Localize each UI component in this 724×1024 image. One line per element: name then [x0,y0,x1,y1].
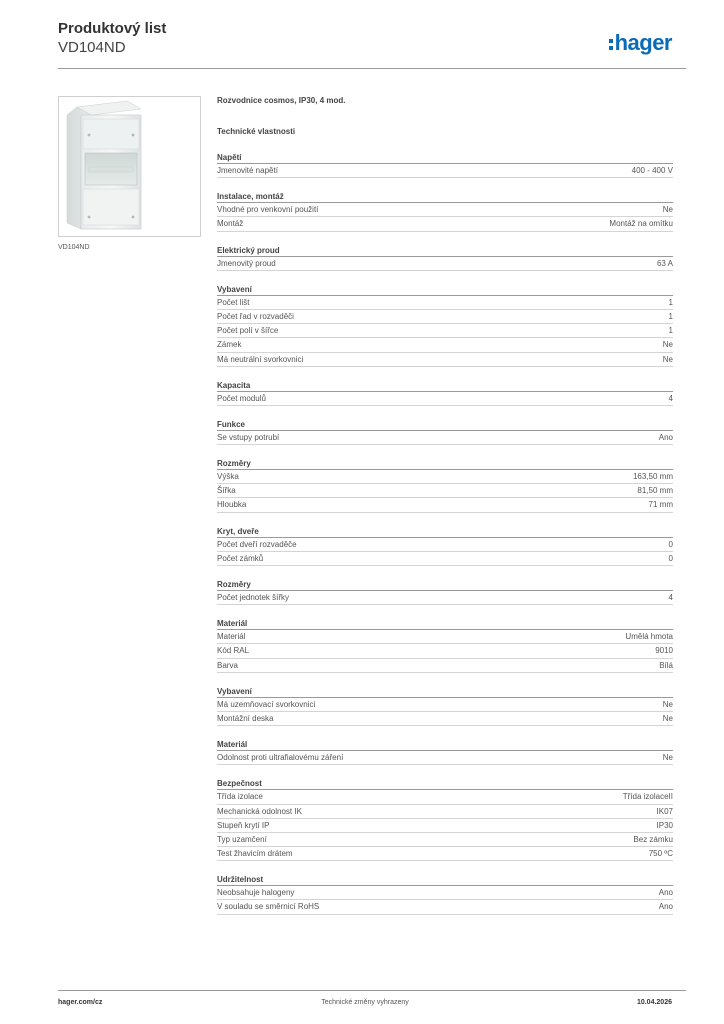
spec-section [217,778,673,861]
spec-label: V souladu se směrnicí RoHS [217,902,320,912]
spec-value: 400 - 400 V [631,166,673,175]
spec-value: 1 [668,297,673,307]
spec-section [217,245,673,271]
spec-row [217,833,673,847]
spec-label: Jmenovité napětí [217,166,278,175]
spec-label: Počet lišt [217,297,250,307]
spec-label: Typ uzamčení [217,834,267,844]
spec-value: 0 [668,553,673,563]
section-title: Rozměry [217,579,673,591]
image-caption: VD104ND [58,244,90,251]
spec-value: Bez zámku [633,834,673,844]
spec-value: Ano [658,902,673,912]
spec-row [217,751,673,765]
spec-label: Montáž [217,219,244,229]
section-title: Bezpečnost [217,778,673,790]
page-header [58,20,686,70]
footer-divider [58,990,686,991]
spec-sections [217,152,673,915]
spec-row [217,847,673,861]
spec-value: 71 mm [648,500,673,510]
spec-label: Montážní deska [217,713,274,723]
spec-row [217,591,673,605]
spec-section [217,191,673,231]
spec-section [217,618,673,673]
spec-label: Šířka [217,486,236,496]
spec-row [217,630,673,644]
spec-label: Vhodné pro venkovní použití [217,205,319,215]
spec-value: IK07 [656,806,673,816]
spec-section [217,874,673,914]
section-title: Udržitelnost [217,874,673,886]
page-footer [58,999,672,1011]
section-title: Vybavení [217,284,673,296]
footer-url-link[interactable]: hager.com/cz [58,999,103,1006]
spec-row [217,552,673,566]
spec-label: Materiál [217,632,246,642]
spec-row [217,644,673,658]
spec-label: Počet dveří rozvaděče [217,539,297,549]
spec-value: 4 [668,593,673,602]
spec-section [217,579,673,605]
spec-value: Ano [658,888,673,898]
spec-row [217,698,673,712]
spec-label: Zámek [217,340,242,350]
spec-value: Ano [658,432,673,442]
spec-value: Ne [662,354,673,364]
spec-row [217,805,673,819]
spec-value: 750 ºC [648,849,673,859]
spec-section [217,458,673,513]
spec-value: 9010 [655,646,673,656]
spec-section [217,686,673,726]
spec-section [217,526,673,566]
section-title: Funkce [217,419,673,431]
spec-row [217,392,673,406]
spec-row [217,310,673,324]
spec-section [217,380,673,406]
spec-label: Počet řad v rozvaděči [217,311,294,321]
spec-row [217,538,673,552]
spec-label: Výška [217,472,239,482]
spec-section [217,152,673,178]
spec-row [217,819,673,833]
section-title: Materiál [217,739,673,751]
spec-value: 63 A [656,258,673,268]
spec-value: 1 [668,311,673,321]
spec-value: 1 [668,326,673,336]
spec-row [217,886,673,900]
spec-label: Barva [217,660,238,670]
spec-row [217,203,673,217]
spec-value: Ne [662,713,673,723]
spec-value: Umělá hmota [625,632,673,642]
spec-row [217,470,673,484]
hager-logo [609,30,672,56]
spec-label: Počet jednotek šířky [217,593,290,602]
spec-row [217,900,673,914]
spec-row [217,217,673,231]
spec-label: Kód RAL [217,646,250,656]
technical-properties-title: Technické vlastnosti [217,127,296,136]
spec-label: Hloubka [217,500,247,510]
spec-value: Bílá [659,660,673,670]
spec-label: Jmenovitý proud [217,258,276,268]
spec-value: Montáž na omítku [609,219,673,229]
spec-label: Počet modulů [217,393,266,403]
spec-label: Test žhavicím drátem [217,849,293,859]
section-title: Rozměry [217,458,673,470]
distribution-box-illustration-icon [59,97,200,236]
logo-dots-icon [609,39,613,50]
spec-row [217,790,673,804]
spec-value: Ne [662,340,673,350]
spec-value: Ne [662,205,673,215]
section-title: Vybavení [217,686,673,698]
spec-label: Třída izolace [217,792,263,802]
section-title: Elektrický proud [217,245,673,257]
section-title: Instalace, montáž [217,191,673,203]
spec-label: Neobsahuje halogeny [217,888,295,898]
spec-row [217,257,673,271]
spec-label: Odolnost proti ultrafialovému záření [217,753,344,763]
spec-row [217,164,673,178]
product-description: Rozvodnice cosmos, IP30, 4 mod. [217,96,346,105]
spec-section [217,739,673,765]
spec-value: Ne [662,699,673,709]
logo-text: hager [614,30,672,55]
spec-value: Ne [662,753,673,763]
header-divider [58,68,686,69]
product-image [58,96,201,237]
document-subtitle: VD104ND [58,39,126,56]
spec-row [217,498,673,512]
spec-row [217,712,673,726]
spec-section [217,419,673,445]
spec-value: 4 [668,393,673,403]
spec-label: Se vstupy potrubí [217,432,280,442]
footer-date: 10.04.2026 [636,999,672,1006]
spec-value: 163,50 mm [632,472,673,482]
spec-value: 81,50 mm [637,486,673,496]
spec-section [217,284,673,367]
spec-label: Mechanická odolnost IK [217,806,302,816]
spec-row [217,659,673,673]
spec-value: Třída izolaceII [622,792,673,802]
section-title: Materiál [217,618,673,630]
spec-value: IP30 [656,820,673,830]
spec-value: 0 [668,539,673,549]
spec-row [217,353,673,367]
specifications-content [217,96,673,928]
footer-note: Technické změny vyhrazeny [321,999,409,1006]
spec-label: Má uzemňovací svorkovnici [217,699,316,709]
spec-row [217,431,673,445]
spec-label: Počet polí v šířce [217,326,279,336]
spec-row [217,296,673,310]
spec-label: Stupeň krytí IP [217,820,270,830]
section-title: Kapacita [217,380,673,392]
section-title: Napětí [217,152,673,164]
spec-label: Počet zámků [217,553,264,563]
spec-row [217,484,673,498]
spec-row [217,324,673,338]
spec-row [217,338,673,352]
section-title: Kryt, dveře [217,526,673,538]
document-title: Produktový list [58,20,167,37]
spec-label: Má neutrální svorkovnici [217,354,304,364]
